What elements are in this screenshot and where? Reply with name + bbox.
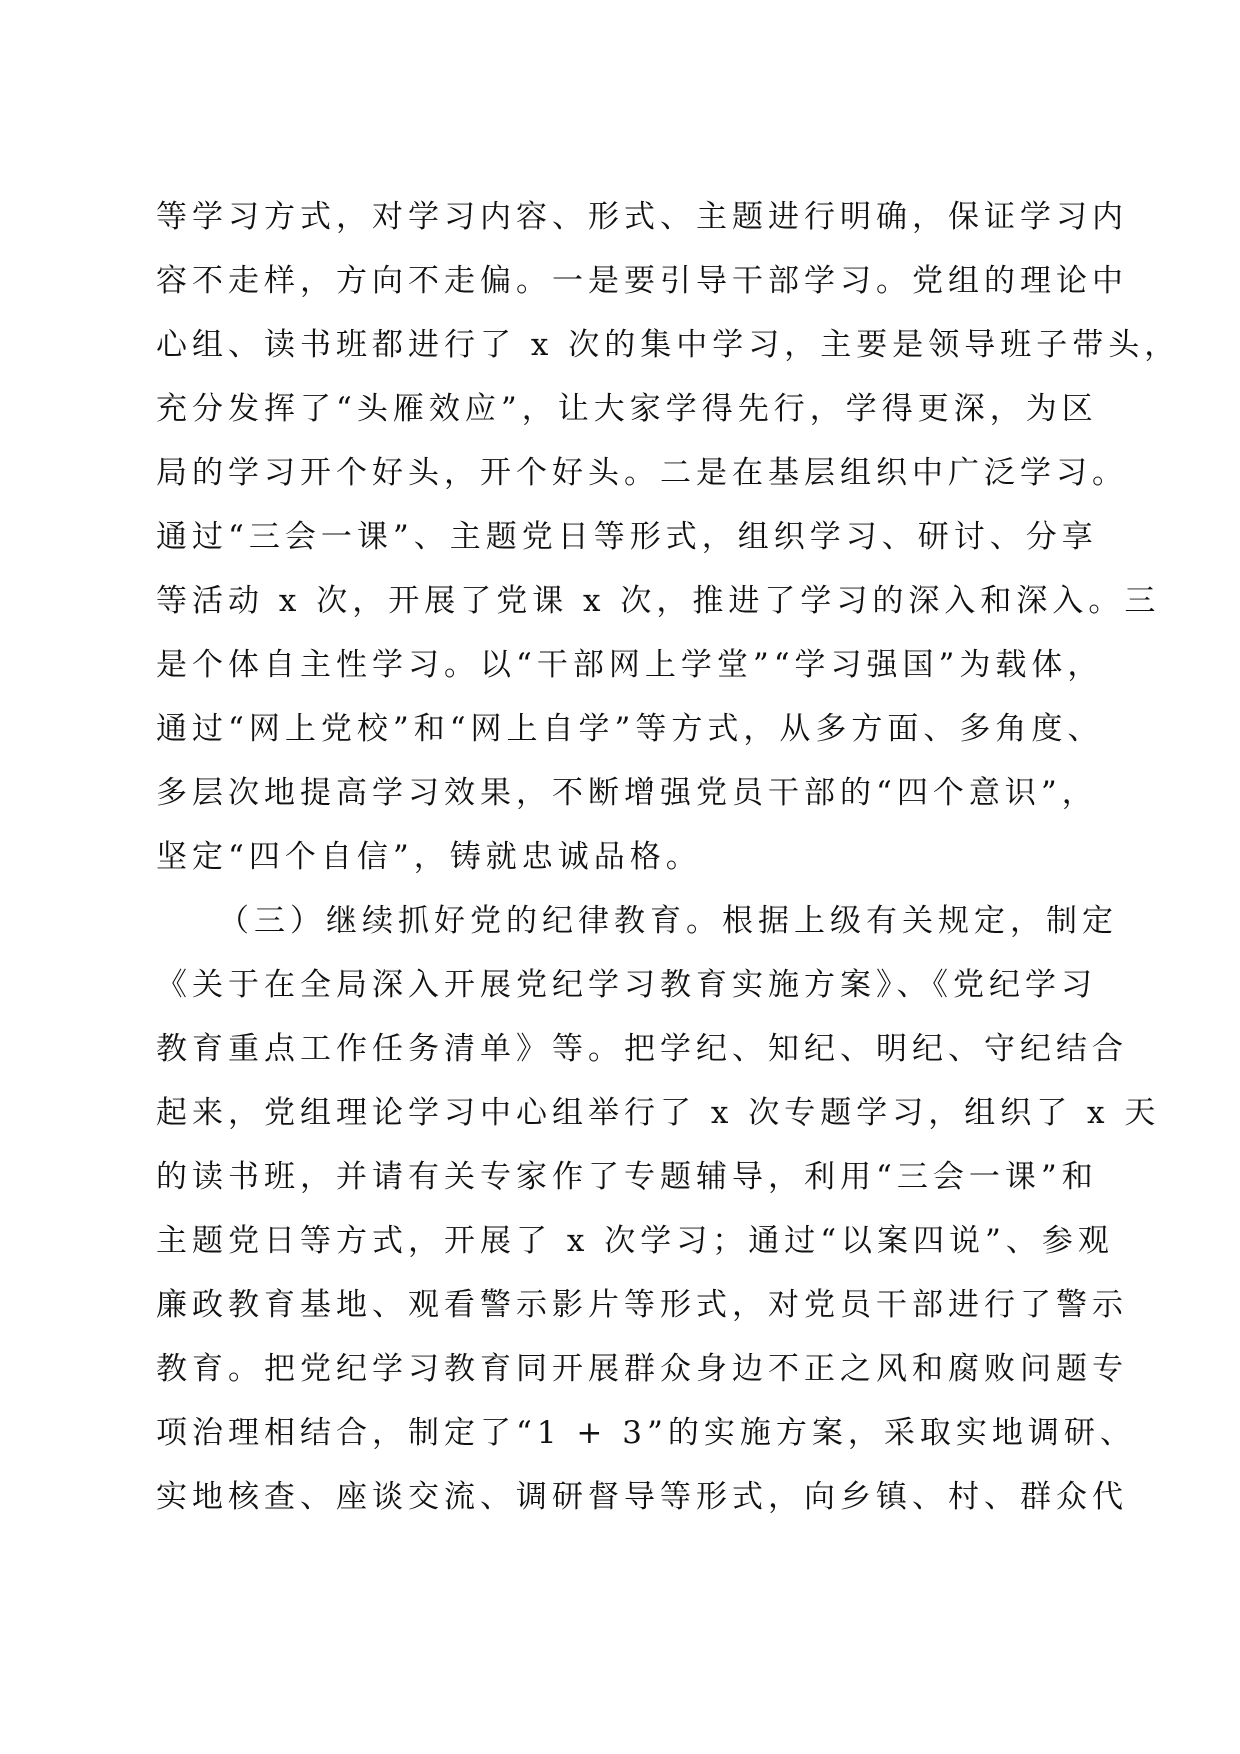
text-line: 通过“三会一课”、主题党日等形式，组织学习、研讨、分享 [156, 519, 1098, 555]
text-line: 项治理相结合，制定了“1 + 3”的实施方案，采取实地调研、 [156, 1415, 1136, 1451]
text-line: 坚定“四个自信”，铸就忠诚品格。 [156, 839, 702, 875]
text-line: 实地核查、座谈交流、调研督导等形式，向乡镇、村、群众代 [156, 1479, 1128, 1515]
text-line: 局的学习开个好头，开个好头。二是在基层组织中广泛学习。 [156, 455, 1128, 491]
text-line: 容不走样，方向不走偏。一是要引导干部学习。党组的理论中 [156, 263, 1128, 299]
text-line-indented: （三）继续抓好党的纪律教育。根据上级有关规定，制定 [218, 903, 1118, 939]
text-line: 教育。把党纪学习教育同开展群众身边不正之风和腐败问题专 [156, 1351, 1128, 1387]
text-line: 廉政教育基地、观看警示影片等形式，对党员干部进行了警示 [156, 1287, 1128, 1323]
text-line: 教育重点工作任务清单》等。把学纪、知纪、明纪、守纪结合 [156, 1031, 1128, 1067]
text-line: 的读书班，并请有关专家作了专题辅导，利用“三会一课”和 [156, 1159, 1098, 1195]
paragraph-study-methods [156, 185, 1181, 889]
text-line: 心组、读书班都进行了 x 次的集中学习，主要是领导班子带头， [156, 327, 1181, 363]
text-line: 主题党日等方式，开展了 x 次学习；通过“以案四说”、参观 [156, 1223, 1114, 1259]
text-line: 多层次地提高学习效果，不断增强党员干部的“四个意识”， [156, 775, 1098, 811]
text-line: 是个体自主性学习。以“干部网上学堂”“学习强国”为载体， [156, 647, 1104, 683]
text-line: 充分发挥了“头雁效应”，让大家学得先行，学得更深，为区 [156, 391, 1098, 427]
document-body [156, 185, 1181, 1529]
text-line: 起来，党组理论学习中心组举行了 x 次专题学习，组织了 x 天 [156, 1095, 1161, 1131]
paragraph-discipline-education [156, 889, 1161, 1529]
text-line: 等活动 x 次，开展了党课 x 次，推进了学习的深入和深入。三 [156, 583, 1161, 619]
text-line: 《关于在全局深入开展党纪学习教育实施方案》、《党纪学习 [156, 967, 1097, 1003]
text-line: 等学习方式，对学习内容、形式、主题进行明确，保证学习内 [156, 199, 1128, 235]
text-line: 通过“网上党校”和“网上自学”等方式，从多方面、多角度、 [156, 711, 1104, 747]
